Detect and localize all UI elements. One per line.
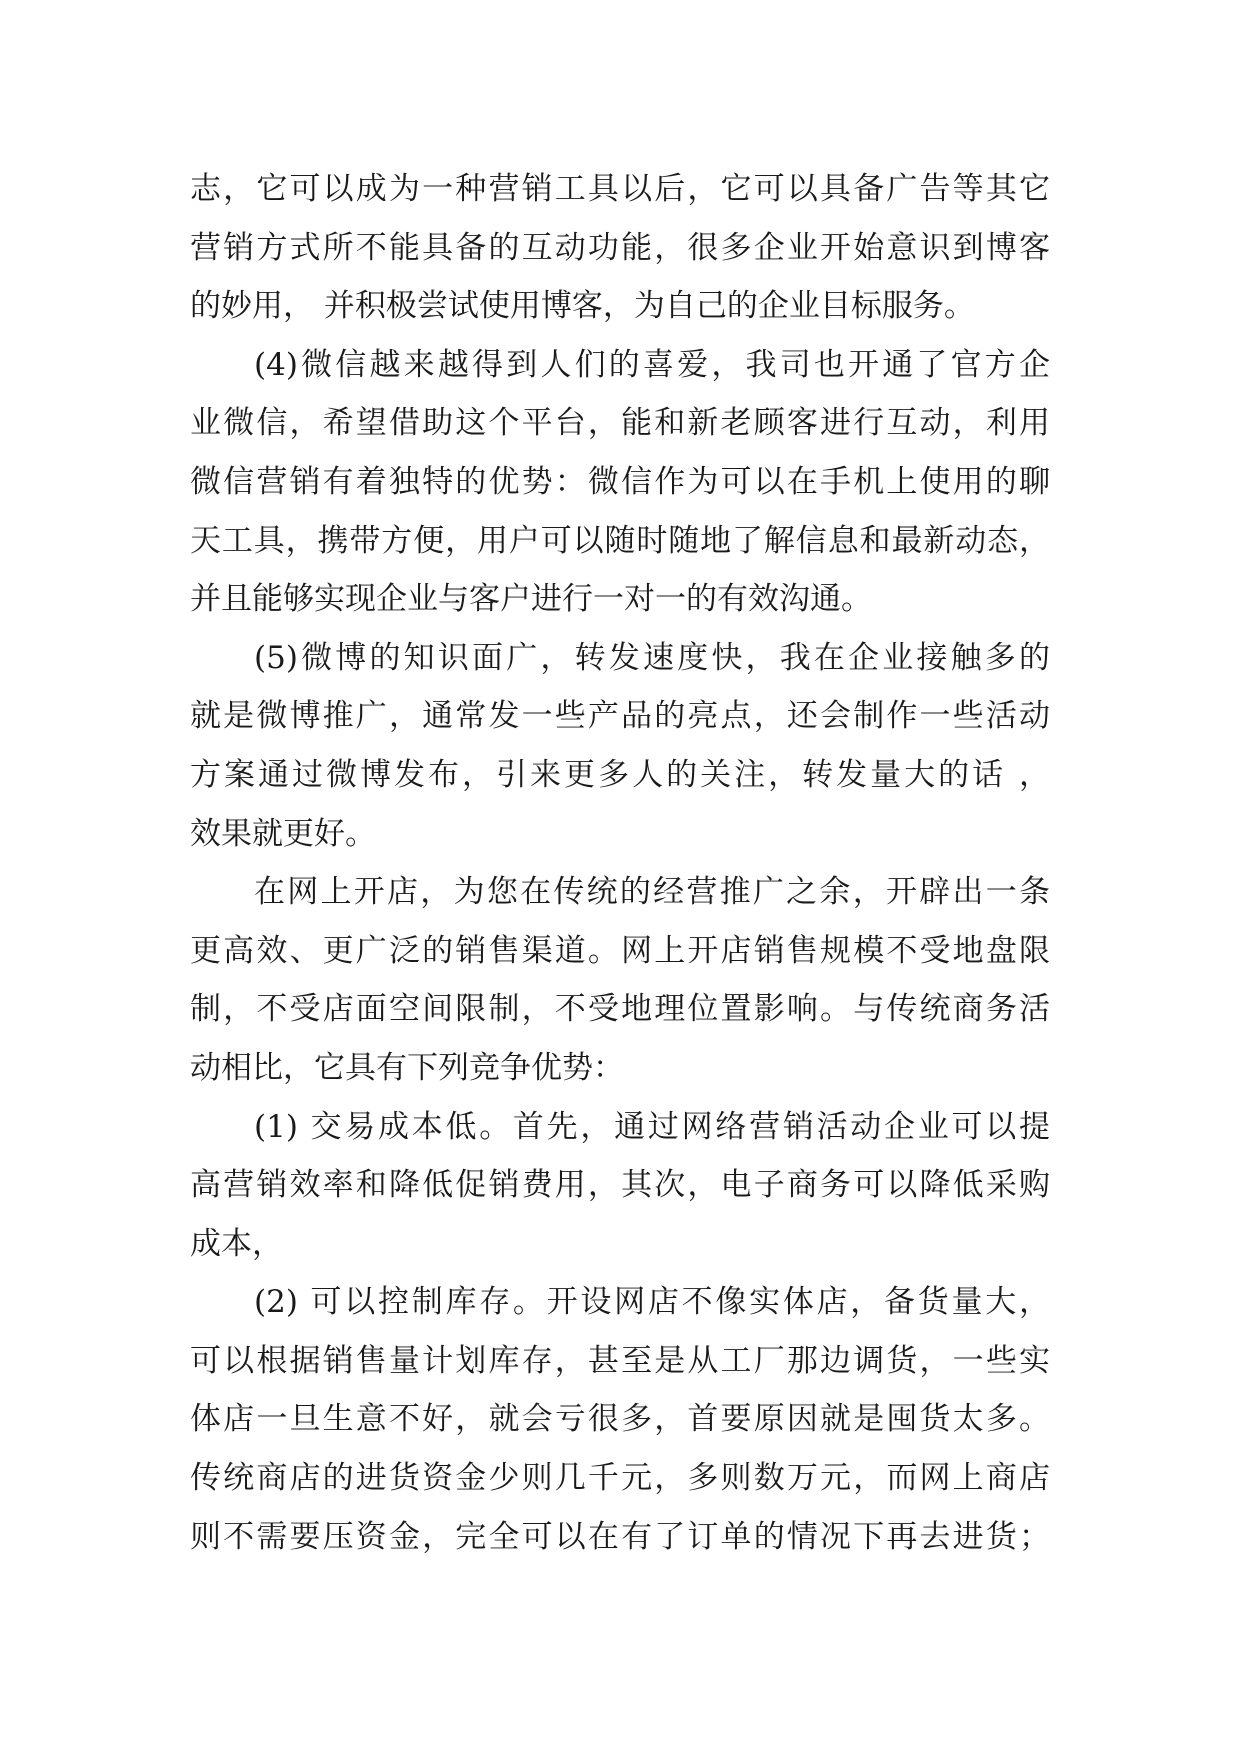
text-line: 微信营销有着独特的优势：微信作为可以在手机上使用的聊: [190, 463, 1050, 500]
text-line: 更高效、更广泛的销售渠道。网上开店销售规模不受地盘限: [190, 932, 1050, 969]
text-line: 并且能够实现企业与客户进行一对一的有效沟通。: [190, 581, 872, 618]
text-line: 高营销效率和降低促销费用，其次，电子商务可以降低采购: [190, 1167, 1050, 1204]
text-line: (4)微信越来越得到人们的喜爱，我司也开通了官方企: [254, 346, 1050, 383]
text-line: 体店一旦生意不好，就会亏很多，首要原因就是囤货太多。: [190, 1401, 1050, 1438]
text-line: 方案通过微博发布，引来更多人的关注，转发量大的话 ，: [190, 756, 1050, 793]
text-line: 营销方式所不能具备的互动功能，很多企业开始意识到博客: [190, 229, 1050, 266]
text-line: (1) 交易成本低。首先，通过网络营销活动企业可以提: [254, 1108, 1050, 1145]
text-line: 成本，: [190, 1225, 283, 1262]
text-line: 效果就更好。: [190, 815, 376, 852]
text-line: 动相比，它具有下列竞争优势：: [190, 1049, 624, 1086]
text-line: 的妙用， 并积极尝试使用博客，为自己的企业目标服务。: [190, 288, 975, 325]
text-line: 在网上开店，为您在传统的经营推广之余，开辟出一条: [254, 874, 1050, 911]
text-line: 就是微博推广，通常发一些产品的亮点，还会制作一些活动: [190, 698, 1050, 735]
text-line: 业微信，希望借助这个平台，能和新老顾客进行互动，利用: [190, 405, 1050, 442]
text-line: 制，不受店面空间限制，不受地理位置影响。与传统商务活: [190, 991, 1050, 1028]
text-line: 则不需要压资金，完全可以在有了订单的情况下再去进货；: [190, 1518, 1050, 1555]
text-line: (2) 可以控制库存。开设网店不像实体店，备货量大，: [254, 1284, 1050, 1321]
text-line: (5)微博的知识面广，转发速度快，我在企业接触多的: [254, 639, 1050, 676]
text-line: 志，它可以成为一种营销工具以后，它可以具备广告等其它: [190, 171, 1050, 207]
body-text: [190, 160, 1050, 1566]
text-line: 传统商店的进货资金少则几千元，多则数万元，而网上商店: [190, 1460, 1050, 1497]
text-line: 可以根据销售量计划库存，甚至是从工厂那边调货，一些实: [190, 1342, 1050, 1379]
text-line: 天工具，携带方便，用户可以随时随地了解信息和最新动态，: [190, 522, 1050, 559]
